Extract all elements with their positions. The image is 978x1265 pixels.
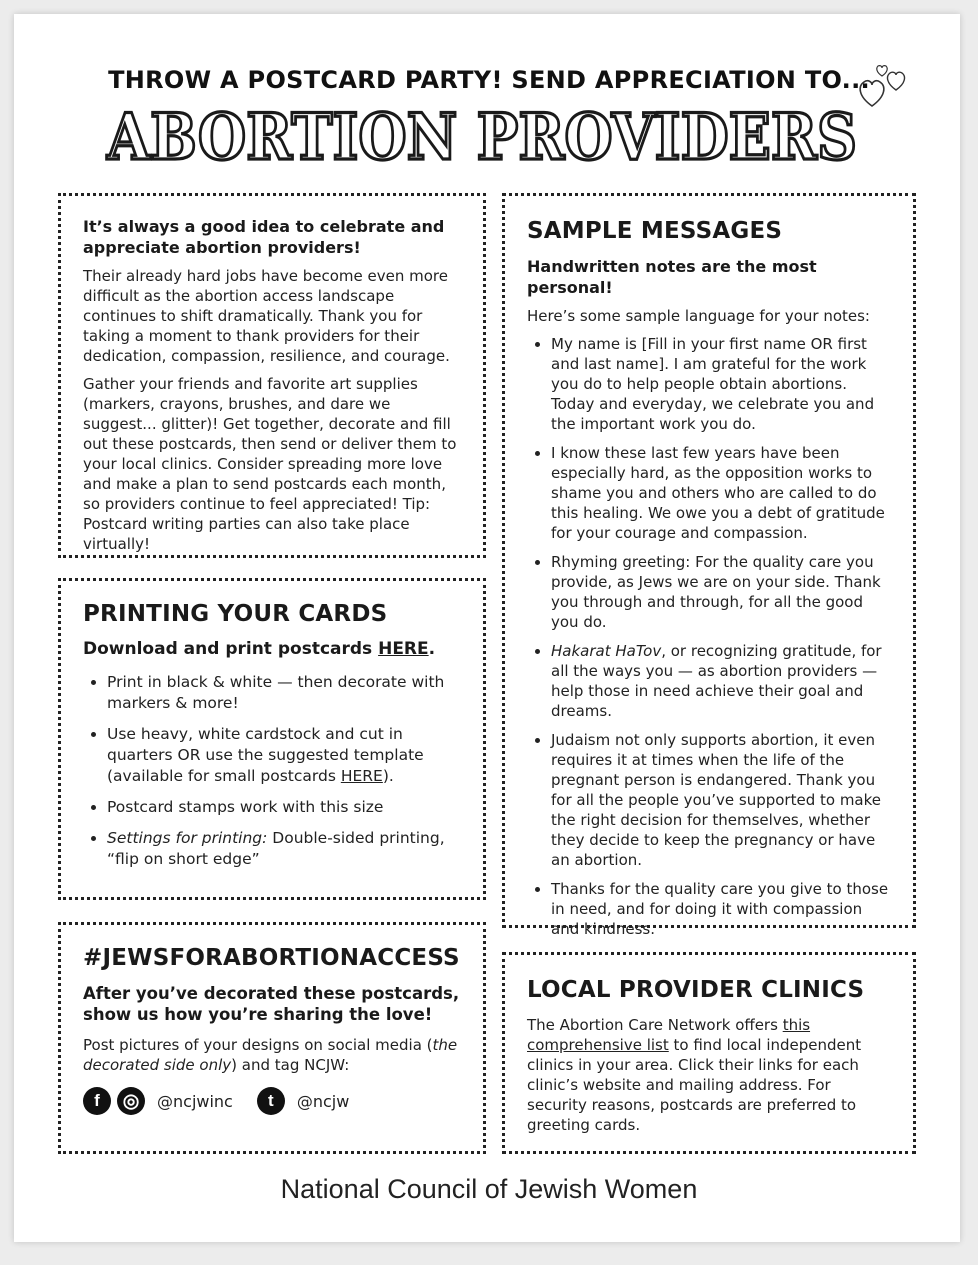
hashtag-heading: #JEWSFORABORTIONACCESS [83,945,460,971]
printing-lead [83,639,465,660]
sample-list [527,334,895,939]
social-handle-ncjw: @ncjw [296,1091,350,1111]
sample-message-5: • Judaism not only supports abortion, it even requires it at times when the life of the pregnant person is endangered. Thank you for all the people you’ve supported to make the right decision for themselves, whether they decide to keep the pregnancy or have an abortion. [551,730,895,870]
sample-message-6: • Thanks for the quality care you give to those in need, and for doing it with compassion and kindness. [551,879,895,939]
printing-bullet-4 [107,828,465,870]
sample-intro: Here’s some sample language for your notes: [527,307,870,325]
printing-bullet-1: • Print in black & white — then decorate with markers & more! [107,672,465,714]
printing-bullet-4-text: Double-sided printing, “flip on short edge” [107,829,445,868]
local-clinics-box [502,952,916,1154]
printing-bullet-2-text: Use heavy, white cardstock and cut in quarters OR use the suggested template (available for small postcards [107,725,424,785]
comprehensive-list-link[interactable]: this comprehensive list [527,1016,811,1054]
sample-message-1: • My name is [Fill in your first name OR first and last name]. I am grateful for the work you do to help people obtain abortions. Today and everyday, we celebrate you and the important work you do. [551,334,895,434]
instagram-icon[interactable]: ◎ [117,1087,145,1115]
sample-message-4-italic: Hakarat HaTov [551,642,662,660]
hashtag-paragraph-a: Post pictures of your designs on social media ( [83,1036,433,1054]
printing-lead-end: . [428,639,436,659]
printing-bullet-2 [107,724,465,787]
printing-bullet-3: • Postcard stamps work with this size [107,797,465,818]
header-kicker: THROW A POSTCARD PARTY! SEND APPRECIATION TO... [108,66,870,94]
sample-heading: SAMPLE MESSAGES [527,218,783,244]
local-text-b: to find local independent clinics in your area. Click their links for each clinic’s website and mailing address. For security reasons, postcards are preferred to greeting cards. [527,1036,862,1134]
printing-list [83,672,465,870]
intro-box [58,193,486,558]
sample-message-4-rest: , or recognizing gratitude, for all the ways you — as abortion providers — help those in need achieve their goal and dreams. [551,642,882,720]
printing-bullet-2-end: ). [382,767,394,785]
facebook-icon[interactable]: f [83,1087,111,1115]
hashtag-lead: After you’ve decorated these postcards, show us how you’re sharing the love! [83,984,460,1024]
printing-bullet-4-label: Settings for printing: [107,829,268,847]
sample-lead: Handwritten notes are the most personal! [527,257,817,297]
local-text-a: The Abortion Care Network offers [527,1016,783,1034]
printing-heading: PRINTING YOUR CARDS [83,601,388,627]
sample-messages-box [502,193,916,938]
hashtag-box [58,922,486,1154]
printing-lead-text: Download and print postcards [83,639,379,659]
local-paragraph [527,1015,895,1135]
printing-box [58,578,486,900]
social-handle-ncjwinc: @ncjwinc [157,1091,233,1111]
intro-paragraph-2: Gather your friends and favorite art supplies (markers, crayons, brushes, and dare we suggest... glitter)! Get together, decorate and fill out these postcards, then send or deliver them to your local clinics. Consider spreading more love and make a plan to send postcards each month, so providers continue to feel appreciated! Tip: Postcard writing parties can also take place virtually! [83,375,457,553]
social-row [83,1087,465,1115]
footer-org-name: National Council of Jewish Women [280,1174,698,1204]
sample-message-3: • Rhyming greeting: For the quality care you provide, as Jews we are on your side. Thank you through and through, for all the good you do. [551,552,895,632]
hearts-icon [856,60,912,112]
local-heading: LOCAL PROVIDER CLINICS [527,977,865,1003]
page-title [102,100,862,175]
intro-lead: It’s always a good idea to celebrate and appreciate abortion providers! [83,217,445,257]
twitter-icon[interactable]: t [257,1087,285,1115]
download-here-link[interactable]: HERE [378,639,429,659]
intro-paragraph-1: Their already hard jobs have become even more difficult as the abortion access landscape continues to shift dramatically. Thank you for taking a moment to thank providers for their dedication, compassion, resilience, and courage. [83,267,450,365]
sample-message-2: • I know these last few years have been especially hard, as the opposition works to shame you and others who are called to do this healing. We owe you a debt of gratitude for your courage and compassion. [551,443,895,543]
template-here-link[interactable]: HERE [340,767,383,785]
hashtag-paragraph [83,1035,465,1075]
outlined-title-graphic [102,100,862,175]
page-title-text: ABORTION PROVIDERS [106,100,857,175]
sample-message-4 [551,641,895,721]
hashtag-paragraph-italic: the decorated side only [83,1036,458,1074]
hashtag-paragraph-b: ) and tag NCJW: [231,1056,350,1074]
